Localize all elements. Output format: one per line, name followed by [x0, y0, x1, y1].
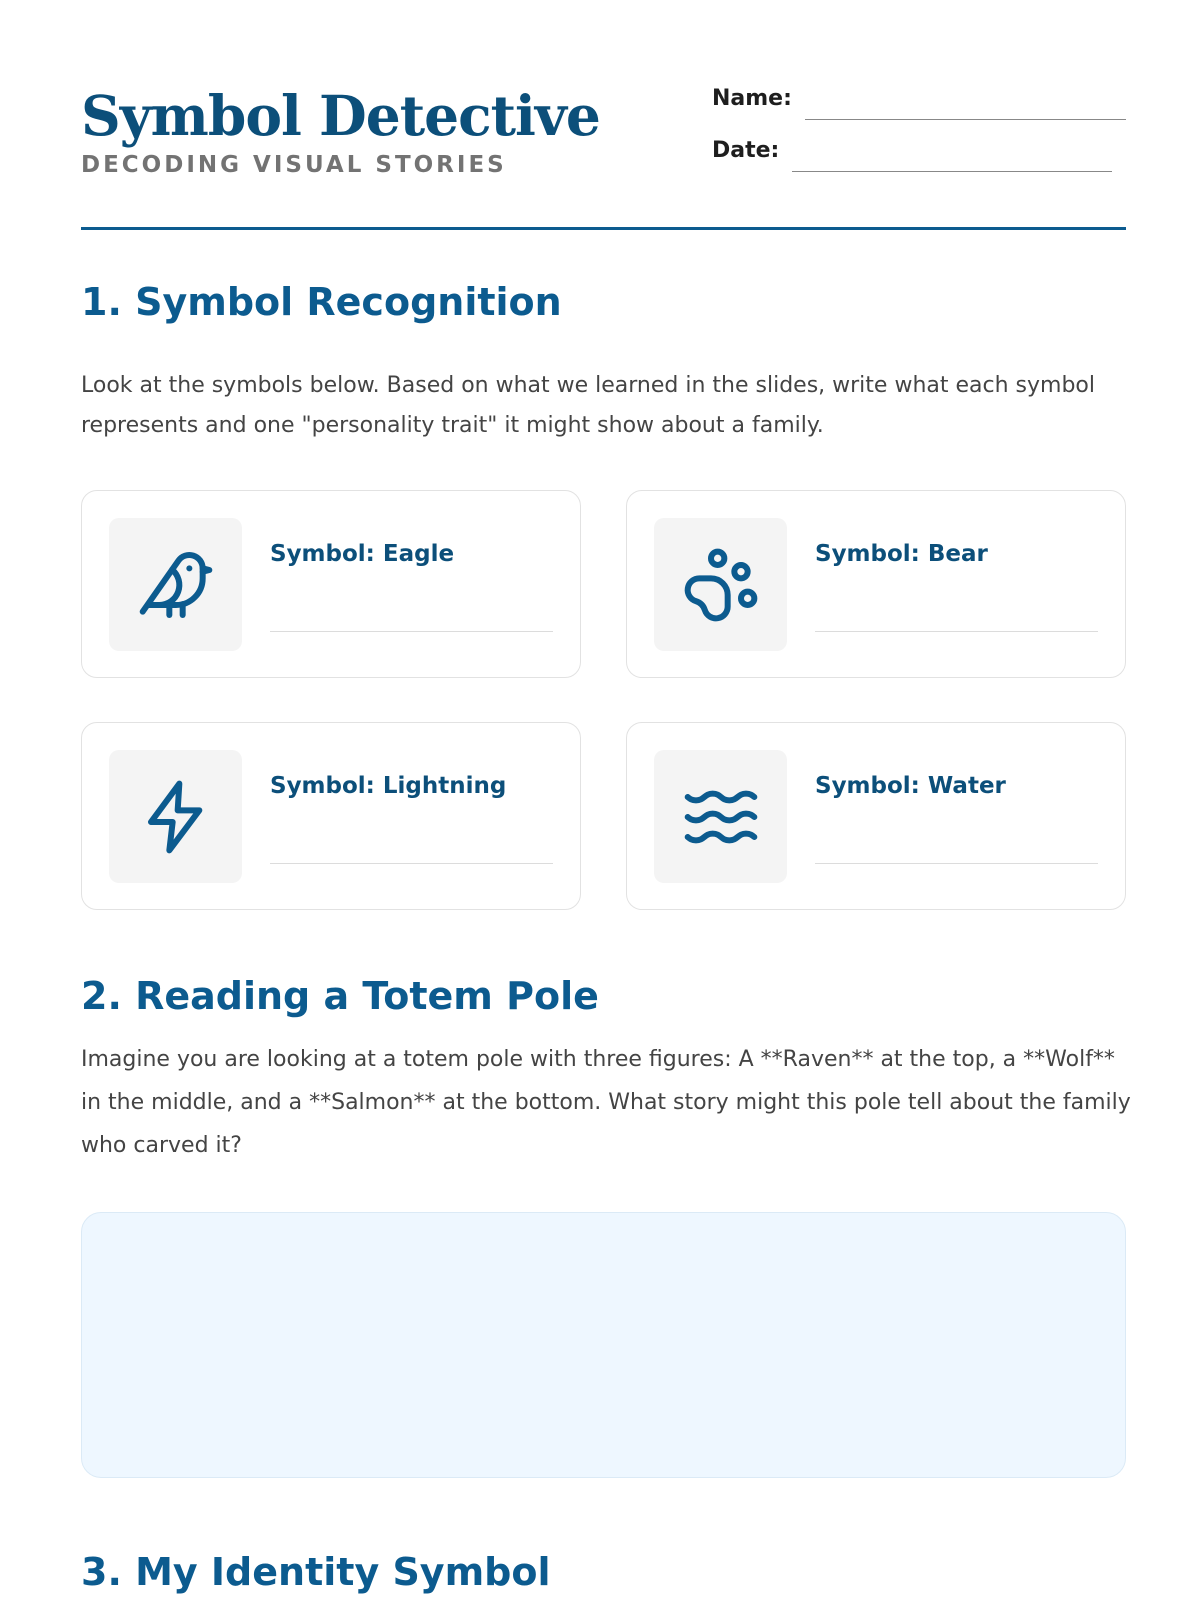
- symbol-answer-line[interactable]: [270, 631, 553, 632]
- name-field-row: [712, 86, 1126, 138]
- symbol-answer-line[interactable]: [815, 631, 1098, 632]
- paw-icon: [681, 545, 761, 625]
- symbol-answer-line[interactable]: [815, 863, 1098, 864]
- symbol-card-label: Symbol: Bear: [815, 541, 988, 567]
- date-input-line[interactable]: [792, 171, 1112, 172]
- symbol-icon-box: [109, 518, 242, 651]
- bird-icon: [136, 545, 216, 625]
- symbol-icon-box: [109, 750, 242, 883]
- header-divider: [81, 227, 1126, 230]
- symbol-card-eagle: [81, 490, 581, 678]
- date-field-row: [712, 138, 1126, 190]
- symbol-answer-line[interactable]: [270, 863, 553, 864]
- section-1-instructions: Look at the symbols below. Based on what we learned in the slides, write what each symbol represents and one "personality trait" it might show about a family.: [81, 373, 1095, 438]
- symbol-card-lightning: [81, 722, 581, 910]
- name-input-line[interactable]: [805, 119, 1126, 120]
- worksheet-subtitle: DECODING VISUAL STORIES: [81, 152, 507, 178]
- section-2-prompt: Imagine you are looking at a totem pole with three figures: A **Raven** at the top, a **Wolf** in the middle, and a **Salmon** at the bottom. What story might this pole tell about the family who carved it?: [81, 1047, 1131, 1158]
- date-label: Date:: [712, 138, 780, 163]
- symbol-card-label: Symbol: Water: [815, 773, 1006, 799]
- symbol-card-water: [626, 722, 1126, 910]
- totem-answer-box[interactable]: [81, 1212, 1126, 1478]
- section-3-title: 3. My Identity Symbol: [81, 1550, 551, 1594]
- symbol-card-bear: [626, 490, 1126, 678]
- lightning-icon: [136, 777, 216, 857]
- symbol-card-label: Symbol: Eagle: [270, 541, 455, 567]
- symbol-card-label: Symbol: Lightning: [270, 773, 507, 799]
- section-2-title: 2. Reading a Totem Pole: [81, 974, 599, 1018]
- worksheet-header: [81, 83, 1126, 233]
- symbol-icon-box: [654, 518, 787, 651]
- worksheet-title: Symbol Detective: [81, 83, 600, 148]
- name-label: Name:: [712, 86, 792, 111]
- waves-icon: [681, 777, 761, 857]
- section-1-title: 1. Symbol Recognition: [81, 280, 562, 324]
- student-info-fields: [712, 86, 1126, 190]
- symbol-icon-box: [654, 750, 787, 883]
